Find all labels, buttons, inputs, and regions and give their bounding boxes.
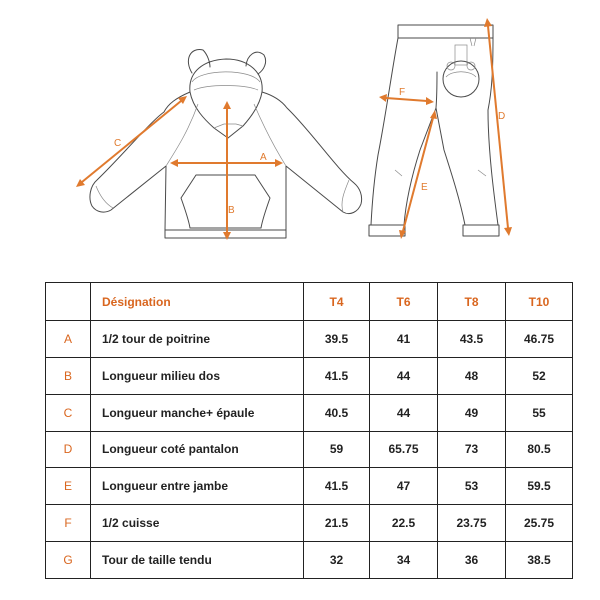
header-size: T6 xyxy=(370,283,438,321)
row-code: A xyxy=(46,321,91,358)
hoodie-pocket xyxy=(181,175,270,228)
header-size: T8 xyxy=(438,283,506,321)
header-size: T4 xyxy=(304,283,370,321)
measure-label-a: A xyxy=(260,152,267,163)
pants-sketch xyxy=(369,25,499,236)
row-value: 40.5 xyxy=(304,394,370,431)
table-row xyxy=(46,357,573,394)
row-value: 38.5 xyxy=(506,542,573,579)
row-value: 32 xyxy=(304,542,370,579)
table-row xyxy=(46,321,573,358)
row-value: 25.75 xyxy=(506,505,573,542)
row-label: Longueur manche+ épaule xyxy=(91,394,304,431)
row-value: 44 xyxy=(370,357,438,394)
row-value: 41.5 xyxy=(304,357,370,394)
row-value: 52 xyxy=(506,357,573,394)
pants-pocket-bear xyxy=(443,61,479,97)
row-value: 48 xyxy=(438,357,506,394)
size-table xyxy=(45,282,573,579)
row-label: Longueur coté pantalon xyxy=(91,431,304,468)
measure-label-d: D xyxy=(498,111,506,122)
row-label: 1/2 cuisse xyxy=(91,505,304,542)
table-row xyxy=(46,394,573,431)
row-code: D xyxy=(46,431,91,468)
row-code: G xyxy=(46,542,91,579)
measure-label-b: B xyxy=(228,205,235,216)
row-value: 53 xyxy=(438,468,506,505)
pants-cuff-right xyxy=(463,225,499,236)
hoodie-sketch xyxy=(90,50,362,238)
row-label: Tour de taille tendu xyxy=(91,542,304,579)
row-value: 22.5 xyxy=(370,505,438,542)
row-code: F xyxy=(46,505,91,542)
row-value: 49 xyxy=(438,394,506,431)
row-label: Longueur milieu dos xyxy=(91,357,304,394)
header-code xyxy=(46,283,91,321)
row-value: 21.5 xyxy=(304,505,370,542)
row-value: 44 xyxy=(370,394,438,431)
measure-arrow-c xyxy=(76,96,187,187)
row-value: 47 xyxy=(370,468,438,505)
measurement-diagram xyxy=(0,0,600,260)
table-row xyxy=(46,542,573,579)
table-row xyxy=(46,431,573,468)
row-value: 80.5 xyxy=(506,431,573,468)
row-value: 59.5 xyxy=(506,468,573,505)
header-size: T10 xyxy=(506,283,573,321)
pants-waistband xyxy=(398,25,493,38)
row-value: 34 xyxy=(370,542,438,579)
row-label: 1/2 tour de poitrine xyxy=(91,321,304,358)
measure-label-c: C xyxy=(114,138,122,149)
row-value: 41 xyxy=(370,321,438,358)
row-value: 41.5 xyxy=(304,468,370,505)
row-value: 23.75 xyxy=(438,505,506,542)
measure-arrow-b xyxy=(223,101,235,240)
row-label: Longueur entre jambe xyxy=(91,468,304,505)
row-value: 73 xyxy=(438,431,506,468)
row-value: 39.5 xyxy=(304,321,370,358)
hoodie-body xyxy=(90,92,362,230)
row-value: 65.75 xyxy=(370,431,438,468)
measure-label-f: F xyxy=(399,87,406,98)
row-value: 59 xyxy=(304,431,370,468)
table-header-row xyxy=(46,283,573,321)
row-value: 55 xyxy=(506,394,573,431)
row-code: B xyxy=(46,357,91,394)
table-row xyxy=(46,468,573,505)
measure-label-e: E xyxy=(421,182,428,193)
row-code: E xyxy=(46,468,91,505)
row-code: C xyxy=(46,394,91,431)
table-row xyxy=(46,505,573,542)
row-value: 36 xyxy=(438,542,506,579)
header-designation: Désignation xyxy=(91,283,304,321)
row-value: 46.75 xyxy=(506,321,573,358)
hoodie-ear-left xyxy=(188,50,210,73)
pants-leg-left xyxy=(371,38,437,225)
row-value: 43.5 xyxy=(438,321,506,358)
